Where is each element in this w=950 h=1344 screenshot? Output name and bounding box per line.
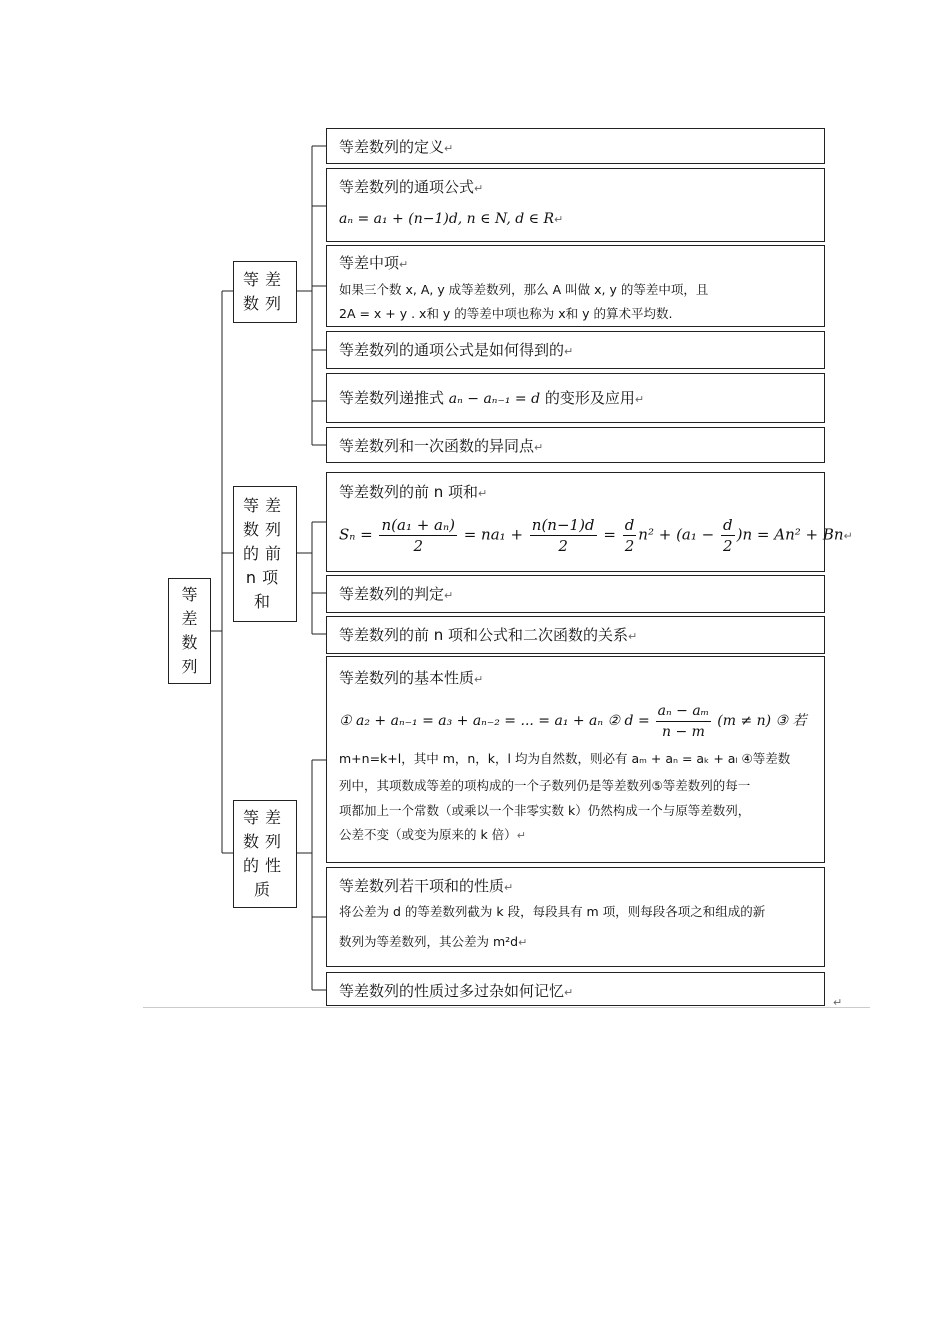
sum-lhs: Sₙ = [339,525,373,544]
leaf-title: 等差数列的通项公式是如何得到的 [339,341,565,359]
return-mark: ↵ [504,881,514,894]
leaf-title: 等差数列的基本性质 [339,669,475,687]
sum-part-4: = [603,525,616,544]
leaf-title: 等差中项 [339,254,400,272]
page-baseline [143,1007,870,1008]
frac-denominator: 2 [624,537,635,555]
leaf-linear-function [326,427,825,463]
sum-part-2: = na₁ + [463,525,524,544]
sum-fraction-3 [623,515,637,556]
leaf-derivation [326,331,825,369]
segment-text-1: 将公差为 d 的等差数列截为 k 段，每段具有 m 项，则每段各项之和组成的新 [339,904,766,919]
leaf-title: 等差数列的定义 [339,138,445,156]
category-label: 等差数列的前n项和 [243,496,288,611]
return-mark: ↵ [564,986,574,999]
return-mark: ↵ [628,630,638,643]
leaf-quadratic-relation [326,616,825,654]
return-mark: ↵ [474,182,484,195]
return-mark: ↵ [518,936,528,949]
leaf-title: 等差数列的性质过多过杂如何记忆 [339,982,565,1000]
root-node [168,578,211,684]
leaf-general-term [326,168,825,242]
segment-text-2: 数列为等差数列，其公差为 m²d [339,934,519,949]
recurrence-formula: aₙ − aₙ₋₁ = d [448,391,541,407]
return-mark: ↵ [843,529,853,543]
property-line-5: 公差不变（或变为原来的 k 倍） [339,827,517,842]
frac-numerator: aₙ − aₘ [656,701,712,722]
return-mark: ↵ [444,142,454,155]
property-1-text: ① a₂ + aₙ₋₁ = a₃ + aₙ₋₂ = ... = a₁ + aₙ ② d = [339,713,650,729]
return-mark: ↵ [478,487,488,500]
leaf-definition [326,128,825,164]
sum-fraction-4 [721,515,735,556]
frac-numerator: d [723,516,733,534]
return-mark: ↵ [399,258,409,271]
category-sum-of-terms [233,486,297,622]
recurrence-suffix: 的变形及应用 [544,389,635,407]
leaf-title: 等差数列和一次函数的异同点 [339,437,535,455]
return-mark: ↵ [564,345,574,358]
leaf-judgement [326,575,825,613]
root-label: 等差数列 [181,585,198,676]
frac-denominator: n − m [662,724,705,740]
sum-fraction-1 [379,515,456,556]
frac-numerator: n(a₁ + aₙ) [381,516,455,534]
leaf-title: 等差数列的判定 [339,585,445,603]
frac-denominator: 2 [558,537,568,555]
sum-part-8: )n = An² + Bn [736,525,844,544]
return-mark: ↵ [444,589,454,602]
property-2-fraction [656,701,712,742]
return-mark: ↵ [534,441,544,454]
frac-denominator: 2 [413,537,423,555]
category-label: 等差数列 [243,270,288,313]
category-arithmetic-sequence [233,261,297,323]
return-mark: ↵ [474,673,484,686]
category-properties [233,800,297,908]
leaf-recurrence [326,373,825,423]
recurrence-prefix: 等差数列递推式 [339,389,445,407]
leaf-memory [326,972,825,1006]
return-mark: ↵ [516,829,526,842]
frac-denominator: 2 [723,537,733,555]
leaf-basic-properties [326,656,825,863]
return-mark: ↵ [833,996,843,1009]
sum-part-6: n² + (a₁ − [638,525,715,544]
category-label: 等差数列的性质 [243,808,288,899]
property-line-4: 项都加上一个常数（或乘以一个非零实数 k）仍然构成一个与原等差数列， [339,803,751,818]
frac-numerator: n(n−1)d [531,516,595,534]
property-line-3: 列中，其项数成等差的项构成的一个子数列仍是等差数列⑤等差数列的每一 [339,778,751,793]
leaf-title: 等差数列的通项公式 [339,178,475,196]
sum-formula [339,515,853,556]
leaf-title: 等差数列若干项和的性质 [339,877,505,895]
sum-fraction-2 [530,515,597,556]
leaf-title: 等差数列的前 n 项和 [339,483,479,501]
property-line-2: m+n=k+l，其中 m，n，k，l 均为自然数，则必有 aₘ + aₙ = aₖ + aₗ ④等差数 [339,751,791,766]
leaf-title: 等差数列的前 n 项和公式和二次函数的关系 [339,626,629,644]
property-2-tail: (m ≠ n) ③ 若 [717,713,807,729]
return-mark: ↵ [634,393,645,406]
middle-term-text-1: 如果三个数 x, A, y 成等差数列，那么 A 叫做 x, y 的等差中项，且 [339,282,709,297]
leaf-segment-sums [326,867,825,967]
leaf-middle-term [326,245,825,327]
frac-numerator: d [624,516,635,534]
leaf-sum-formula [326,472,853,572]
general-term-formula: aₙ = a₁ + (n−1)d, n ∈ N, d ∈ R [339,211,554,227]
property-line-1 [339,697,814,745]
middle-term-text-2: 2A = x + y . x和 y 的等差中项也称为 x和 y 的算术平均数. [339,306,673,321]
return-mark: ↵ [553,213,564,226]
